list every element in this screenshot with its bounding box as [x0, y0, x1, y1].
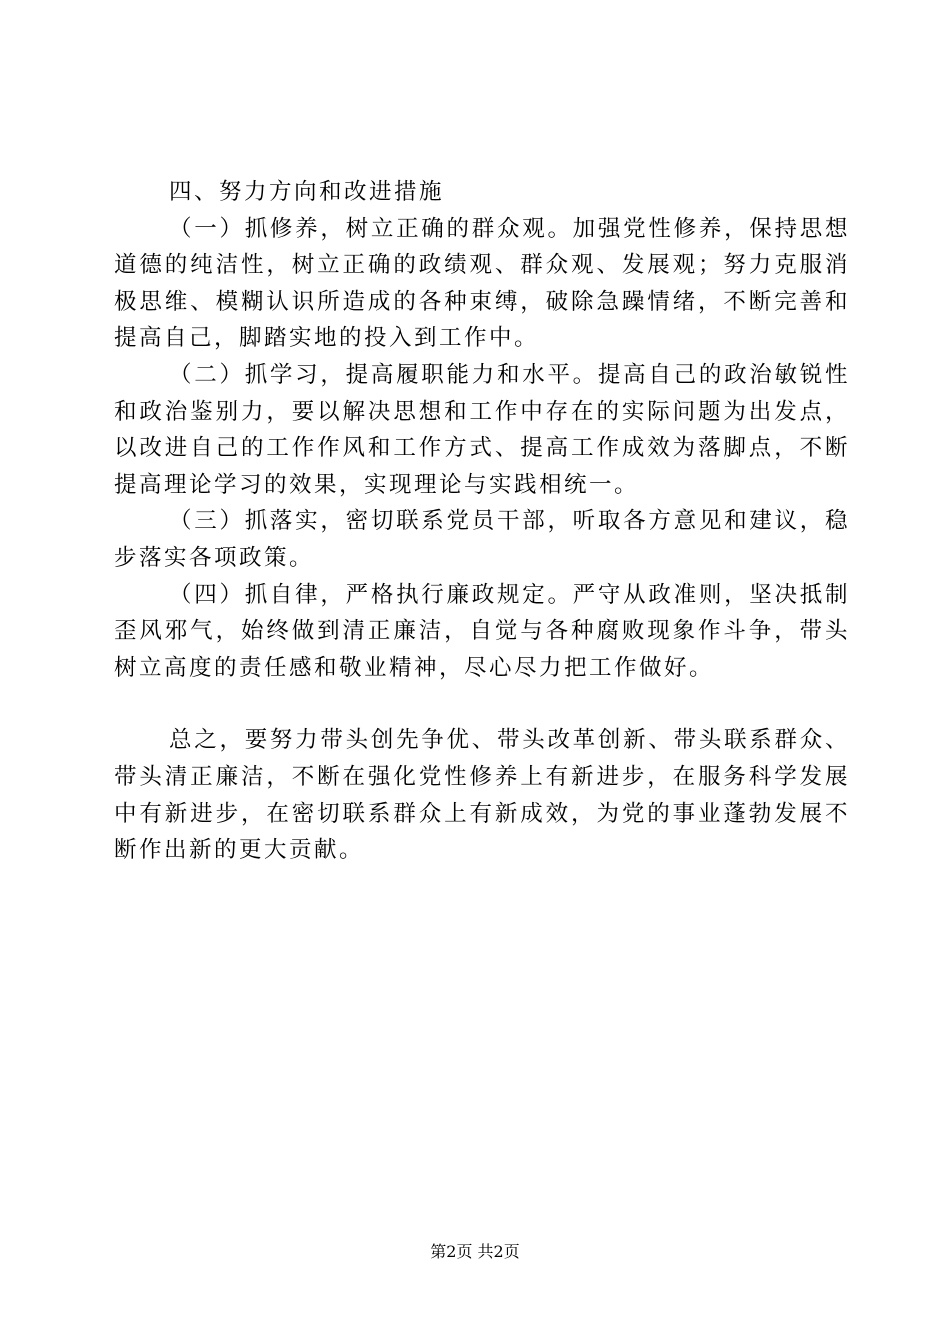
page-footer: 第2页 共2页: [430, 1242, 520, 1261]
section-heading: 四、努力方向和改进措施: [169, 179, 445, 205]
paragraph-item-2: （二）抓学习，提高履职能力和水平。提高自己的政治敏锐性和政治鉴别力，要以解决思想和工作中存在的实际问题为出发点，以改进自己的工作作风和工作方式、提高工作成效为落脚点，不断提高理论学习的效果，实现理论与实践相统一。: [114, 361, 850, 498]
conclusion-paragraph: 总之，要努力带头创先争优、带头改革创新、带头联系群众、带头清正廉洁，不断在强化党性修养上有新进步，在服务科学发展中有新进步，在密切联系群众上有新成效，为党的事业蓬勃发展不断作出新的更大贡献。: [114, 727, 850, 864]
paragraph-item-1: （一）抓修养，树立正确的群众观。加强党性修养，保持思想道德的纯洁性，树立正确的政绩观、群众观、发展观；努力克服消极思维、模糊认识所造成的各种束缚，破除急躁情绪，不断完善和提高自己，脚踏实地的投入到工作中。: [114, 215, 850, 352]
document-body: [114, 174, 850, 869]
paragraph-item-3: （三）抓落实，密切联系党员干部，听取各方意见和建议，稳步落实各项政策。: [114, 508, 850, 571]
paragraph-item-4: （四）抓自律，严格执行廉政规定。严守从政准则，坚决抵制歪风邪气，始终做到清正廉洁，自觉与各种腐败现象作斗争，带头树立高度的责任感和敬业精神，尽心尽力把工作做好。: [114, 581, 850, 681]
